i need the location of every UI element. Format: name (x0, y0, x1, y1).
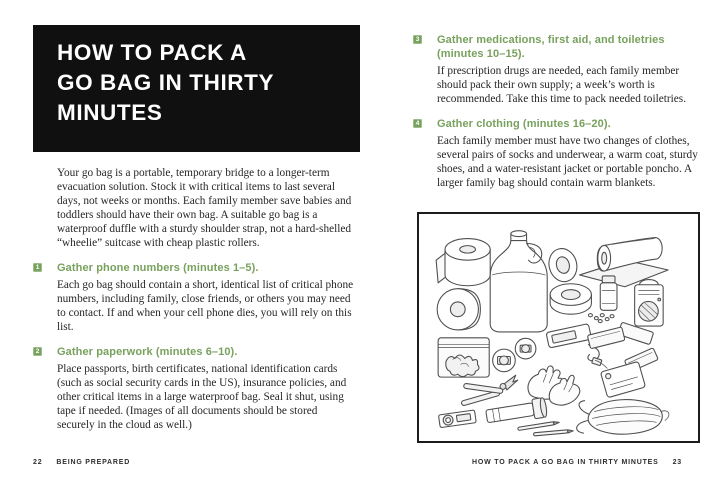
right-page-footer (472, 459, 682, 466)
left-page-footer (33, 459, 130, 466)
ziplock-cotton-bag-icon (438, 338, 489, 377)
multitool-pliers-icon (461, 375, 518, 406)
page-number: 23 (672, 459, 682, 466)
chapter-title-block (33, 25, 360, 152)
go-bag-supplies-illustration (417, 212, 700, 443)
left-page-text-column (35, 166, 355, 432)
step-number-badge: 3 (413, 35, 422, 44)
step-heading: Gather medications, first aid, and toiletries (minutes 10–15). (437, 34, 665, 60)
step-number-badge: 2 (33, 347, 42, 356)
water-jug-icon (490, 231, 547, 332)
small-tape-rolls-icon (493, 338, 536, 371)
page-title-line: HOW TO PACK A (57, 40, 247, 65)
flashlight-icon (485, 397, 548, 426)
step-heading: Gather phone numbers (minutes 1–5). (57, 262, 259, 274)
step-item-1 (35, 261, 355, 334)
step-body: Each family member must have two changes of clothes, several pairs of socks and underwear, a warm coat, sturdy shoes, and a water-resistant jacket or portable poncho. A larger family bag should contain warm blankets. (437, 135, 698, 189)
step-body: Place passports, birth certificates, national identification cards (such as social security cards in the US), insurance policies, and other critical items in a large waterproof bag. Seal it shut, using tape if needed. (Images of all documents should be stored securely in the cloud as well.) (57, 363, 347, 431)
right-page-text-column (415, 33, 700, 190)
pills-icon (588, 314, 614, 323)
pens-icon (518, 421, 574, 436)
test-kit-card-icon (438, 410, 476, 428)
intro-paragraph: Your go bag is a portable, temporary bridge to a longer-term evacuation solution. Stock it with critical items to last several days, not weeks or months. Each family member save babies and toddlers should have their own bag. A suitable go bag is a waterproof duffle with a sturdy shoulder strap, not a hard-shelled “wheelie” suitcase with cheap plastic rollers. (57, 167, 352, 249)
duct-tape-icon (545, 245, 591, 314)
step-item-3 (415, 33, 700, 106)
dust-mask-icon (577, 400, 669, 435)
plastic-sheeting-roll-icon (580, 238, 668, 287)
step-heading: Gather clothing (minutes 16–20). (437, 118, 611, 130)
toilet-paper-icon (436, 239, 490, 330)
step-item-4 (415, 117, 700, 190)
page-title-line: GO BAG IN THIRTY (57, 70, 275, 95)
pill-bottle-icon (600, 276, 617, 310)
step-number-badge: 4 (413, 119, 422, 128)
step-number-badge: 1 (33, 263, 42, 272)
step-body: If prescription drugs are needed, each family member should pack their own supply; a week’s worth is recommended. Take this time to pack needed toiletries. (437, 65, 687, 105)
step-item-2 (35, 345, 355, 432)
page-number: 22 (33, 459, 43, 466)
id-tag-icon (595, 360, 645, 397)
step-body: Each go bag should contain a short, identical list of critical phone numbers, including family, close friends, or others you may need to contact. If and when your cell phone dies, you will rely on this list. (57, 279, 354, 333)
running-header: HOW TO PACK A GO BAG IN THIRTY MINUTES (472, 459, 659, 466)
page-title-line: MINUTES (57, 100, 163, 125)
portable-radio-icon (635, 280, 663, 326)
running-header: BEING PREPARED (56, 459, 131, 466)
step-heading: Gather paperwork (minutes 6–10). (57, 346, 238, 358)
